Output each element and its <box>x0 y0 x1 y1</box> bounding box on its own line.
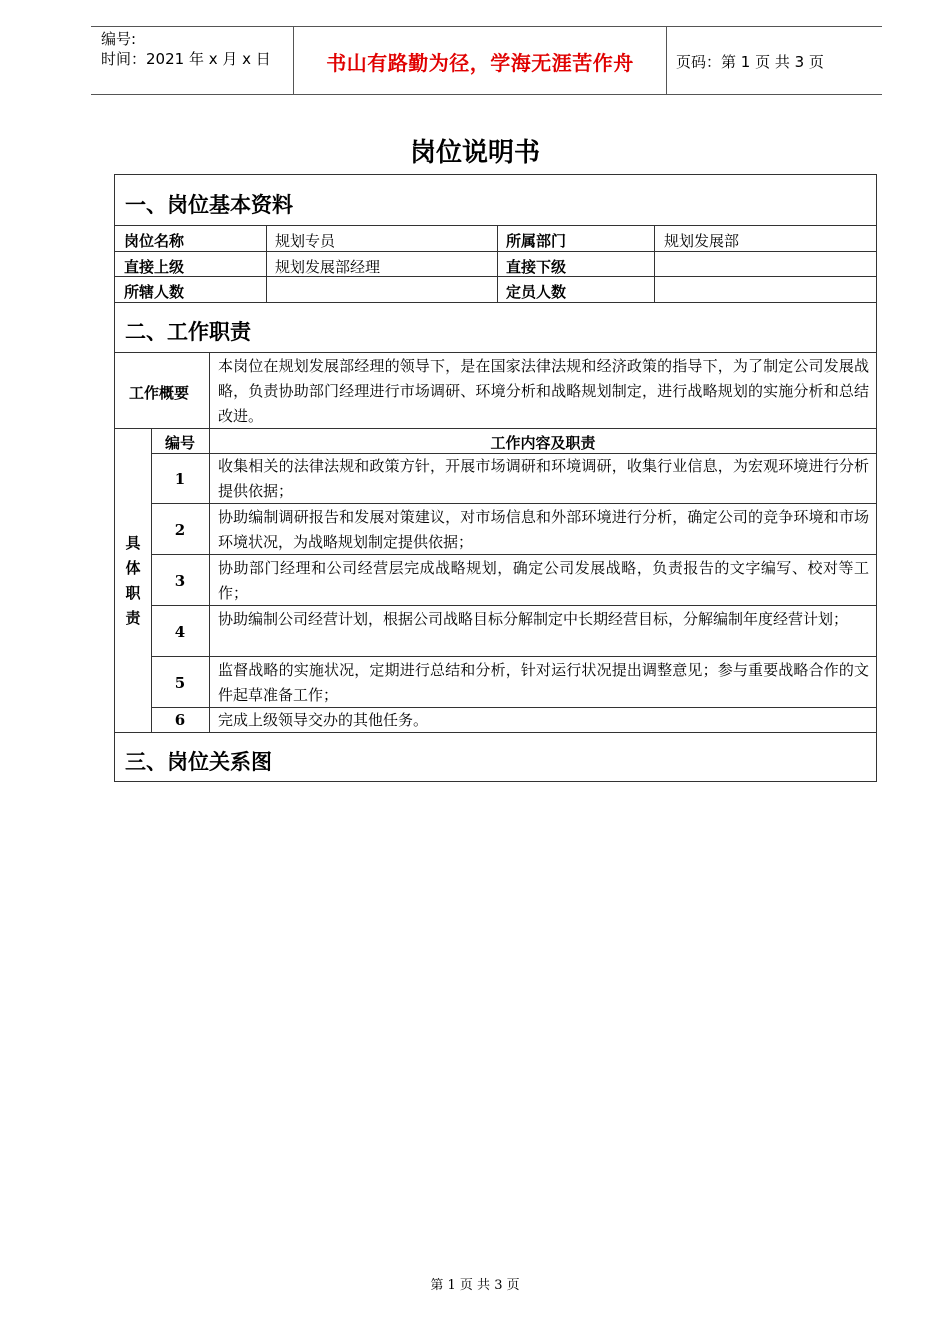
duty-text: 协助部门经理和公司经营层完成战略规划，确定公司发展战略，负责报告的文字编写、校对等工作； <box>218 559 869 602</box>
label-position-name: 岗位名称 <box>124 232 185 250</box>
label-work-overview: 工作概要 <box>129 384 190 402</box>
label-department: 所属部门 <box>506 232 567 250</box>
duty-number: 5 <box>174 674 186 692</box>
duty-text: 监督战略的实施状况，定期进行总结和分析，针对运行状况提出调整意见；参与重要战略合作的文件起草准备工作； <box>218 661 869 704</box>
divider <box>115 225 876 226</box>
section2-heading: 二、工作职责 <box>125 320 251 344</box>
divider <box>209 352 210 428</box>
header-page-cell <box>666 27 882 94</box>
duty-text: 收集相关的法律法规和政策方针，开展市场调研和环境调研，收集行业信息，为宏观环境进行分析提供依据； <box>218 457 869 500</box>
duty-number: 2 <box>174 521 186 539</box>
divider <box>151 503 876 504</box>
section1-heading: 一、岗位基本资料 <box>125 193 293 217</box>
duty-number: 4 <box>174 623 186 641</box>
duties-side-label-char: 具 <box>125 534 141 552</box>
header-motto-cell <box>293 27 667 94</box>
label-direct-superior: 直接上级 <box>124 258 185 276</box>
work-overview-text: 本岗位在规划发展部经理的领导下，是在国家法律法规和经济政策的指导下，为了制定公司发展战略，负责协助部门经理进行市场调研、环境分析和战略规划制定，进行战略规划的实施分析和总结改进。 <box>218 357 869 425</box>
doc-code-label: 编号: <box>101 30 137 48</box>
duty-text: 协助编制公司经营计划，根据公司战略目标分解制定中长期经营目标，分解编制年度经营计划； <box>218 610 849 628</box>
divider <box>497 225 498 302</box>
duties-side-label-char: 体 <box>125 559 141 577</box>
value-position-name: 规划专员 <box>275 232 336 250</box>
duty-number: 6 <box>174 711 186 729</box>
duty-text: 完成上级领导交办的其他任务。 <box>218 711 429 729</box>
label-fixed-headcount: 定员人数 <box>506 283 567 301</box>
value-department: 规划发展部 <box>664 232 740 250</box>
duty-number: 1 <box>174 470 186 488</box>
divider <box>151 554 876 555</box>
col-header-content: 工作内容及职责 <box>490 434 596 452</box>
divider <box>654 225 655 302</box>
header-motto: 书山有路勤为径，学海无涯苦作舟 <box>326 51 634 75</box>
value-direct-superior: 规划发展部经理 <box>275 258 381 276</box>
label-headcount-managed: 所辖人数 <box>124 283 185 301</box>
page-footer: 第 1 页 共 3 页 <box>430 1278 520 1293</box>
divider <box>115 302 876 303</box>
duties-side-label-char: 职 <box>125 584 141 602</box>
page-header <box>91 26 882 95</box>
divider <box>151 605 876 606</box>
divider <box>115 732 876 733</box>
duty-text: 协助编制调研报告和发展对策建议，对市场信息和外部环境进行分析，确定公司的竞争环境和市场环境状况，为战略规划制定提供依据； <box>218 508 869 551</box>
section3-heading: 三、岗位关系图 <box>125 750 272 774</box>
divider <box>115 428 876 429</box>
doc-date: 时间：2021 年 x 月 x 日 <box>101 50 271 68</box>
divider <box>266 225 267 302</box>
divider <box>115 251 876 252</box>
divider <box>115 352 876 353</box>
header-page-info: 页码：第 1 页 共 3 页 <box>676 53 824 71</box>
divider <box>209 428 210 732</box>
col-header-no: 编号 <box>164 434 195 452</box>
divider <box>151 656 876 657</box>
document-title: 岗位说明书 <box>409 138 540 168</box>
label-direct-subordinate: 直接下级 <box>506 258 567 276</box>
divider <box>115 276 876 277</box>
duty-number: 3 <box>174 572 186 590</box>
job-description-table <box>114 174 877 782</box>
header-meta-cell <box>91 27 293 94</box>
duties-side-label-char: 责 <box>125 609 141 627</box>
duties-side-label <box>115 531 151 631</box>
